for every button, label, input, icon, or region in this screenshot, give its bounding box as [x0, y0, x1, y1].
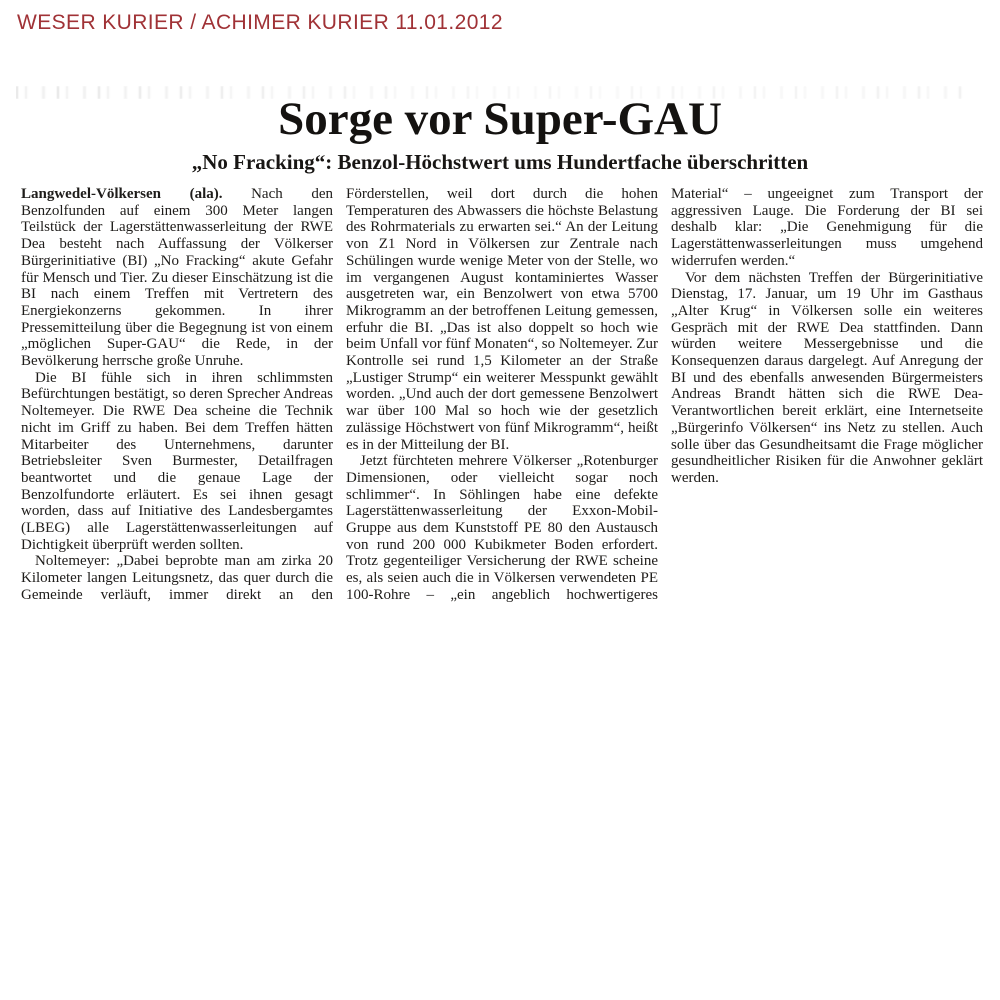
- article-paragraph: Noltemeyer: „Dabei beprobte man am zirka 20 Kilometer langen Leitungsnetz, das quer durch die Gemeinde verläuft, immer direkt an den Förderstellen, weil dort durch die hohen Temperaturen des Abwassers die höchste Belastung des Rohrmaterials zu erwarten sei.“ An der Leitung von Z1 Nord in Völkersen zur Zentrale nach Schülingen wurde wenige Meter von der Stelle, wo im vergangenen August kontaminiertes Wasser ausgetreten war, ein Benzolwert von etwa 5700 Mikrogramm an der betroffenen Leitung gemessen, erfuhr die BI. „Das ist also doppelt so hoch wie beim Unfall vor fünf Monaten“, so Noltemeyer. Zur Kontrolle sei rund 1,5 Kilometer an der Straße „Lustiger Strump“ ein weiterer Messpunkt gewählt worden. „Und auch der dort gemessene Benzolwert war über 100 Mal so hoch wie der gesetzlich zulässige Höchstwert von fünf Mikrogramm“, heißt es in der Mitteilung der BI.: [21, 186, 658, 603]
- article-paragraph: [21, 186, 333, 370]
- article-body: [21, 186, 983, 606]
- source-masthead: WESER KURIER / ACHIMER KURIER 11.01.2012: [17, 11, 503, 34]
- article-subheadline: „No Fracking“: Benzol-Höchstwert ums Hundertfache überschritten: [191, 150, 809, 174]
- dateline: Langwedel-Völkersen (ala).: [21, 186, 223, 202]
- article-paragraph: Jetzt fürchteten mehrere Völkerser „Rotenburger Dimensionen, oder vielleicht sogar noch schlimmer“. In Söhlingen habe eine defekte Lagerstättenwasserleitung der Exxon-Mobil-Gruppe aus dem Kunststoff PE 80 den Austausch von rund 200 000 Kubikmeter Boden erfordert. Trotz gegenteiliger Versicherung der RWE scheine es, als seien auch die in Völkersen verwendeten PE 100-Rohre – „ein angeblich hochwertigeres Material“ – ungeeignet zum Transport der aggressiven Lauge. Die Forderung der BI sei deshalb klar: „Die Genehmigung für die Lagerstättenwasserleitungen muss umgehend widerrufen werden.“: [346, 186, 983, 603]
- article-paragraph: Vor dem nächsten Treffen der Bürgerinitiative Dienstag, 17. Januar, um 19 Uhr im Gasthaus „Alter Krug“ in Völkersen solle ein weiteres Gespräch mit der RWE Dea stattfinden. Dann würden weitere Messergebnisse und die Konsequenzen daraus dargelegt. Auf Anregung der BI und des ebenfalls anwesenden Bürgermeisters Andreas Brandt hätten sich die RWE Dea-Verantwortlichen bereit erklärt, eine Internetseite „Bürgerinfo Völkersen“ ins Netz zu stellen. Auch solle über das Gesundheitsamt die Frage möglicher gesundheitlicher Risiken für die Anwohner geklärt werden.: [671, 269, 983, 486]
- article-paragraph: Die BI fühle sich in ihren schlimmsten Befürchtungen bestätigt, so deren Sprecher Andreas Noltemeyer. Die RWE Dea scheine die Technik nicht im Griff zu haben. Bei dem Treffen hätten Mitarbeiter des Unternehmens, darunter Betriebsleiter Sven Burmester, Detailfragen beantwortet und die genaue Lage der Benzolfundorte erläutert. Es sei ihnen gesagt worden, dass auf Initiative des Landesbergamtes (LBEG) alle Lagerstättenwasserleitungen auf Dichtigkeit überprüft werden sollten.: [21, 369, 333, 553]
- paragraph-text: Nach den Benzolfunden auf einem 300 Meter langen Teilstück der Lagerstättenwasserleitung der RWE Dea besteht nach Auffassung der Völkerser Bürgerinitiative (BI) „No Fracking“ akute Gefahr für Mensch und Tier. Zu dieser Einschätzung ist die BI nach einem Treffen mit Vertretern des Energiekonzerns gekommen. In ihrer Pressemitteilung über die Begegnung ist von einem „möglichen Super-GAU“ die Rede, in der Bevölkerung herrsche große Unruhe.: [21, 186, 333, 370]
- article-headline: Sorge vor Super-GAU: [278, 93, 722, 145]
